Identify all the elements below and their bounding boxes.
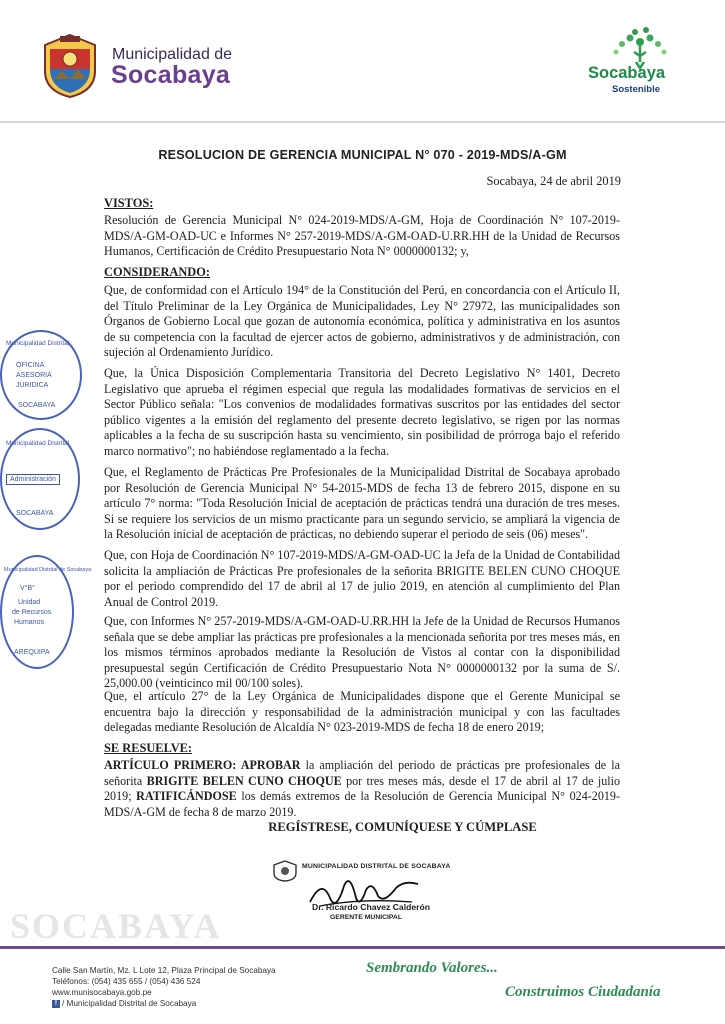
- stamp-text: Administración: [6, 474, 60, 485]
- legal-office-stamp: [0, 330, 82, 420]
- considerando-paragraph-6: Que, el artículo 27° de la Ley Orgánica de Municipalidades dispone que el Gerente Municipal se encuentra bajo la dirección y responsabilidad de la administración municipal y con las facultades delegadas mediante Resolución de Alcaldía N° 023-2019-MDS de fecha 18 de enero 2019;: [104, 689, 620, 734]
- document-title: RESOLUCION DE GERENCIA MUNICIPAL N° 070 - 2019-MDS/A-GM: [158, 148, 567, 162]
- stamp-text: AREQUIPA: [14, 649, 50, 656]
- stamp-text: Humanos: [14, 619, 44, 626]
- vistos-paragraph: Resolución de Gerencia Municipal N° 024-2019-MDS/A-GM, Hoja de Coordinación N° 107-2019-MDS/A-GM-OAD-UC e Informes N° 257-2019-MDS/A-GM-OAD-U.RR.HH de la Unidad de Recursos Humanos, Certificación de Crédito Presupuestario Nota N° 0000000132; y,: [104, 213, 620, 258]
- signature-institution: MUNICIPALIDAD DISTRITAL DE SOCABAYA: [302, 863, 451, 870]
- stamp-text: Municipalidad Distrital: [6, 440, 70, 447]
- footer-website: www.munisocabaya.gob.pe: [52, 988, 152, 997]
- footer-contact: [52, 965, 276, 1009]
- stamp-text: Municipalidad Distrital: [6, 340, 70, 347]
- intern-name: BRIGITE BELEN CUNO CHOQUE: [146, 773, 342, 788]
- closing-formula: REGÍSTRESE, COMUNÍQUESE Y CÚMPLASE: [268, 820, 537, 834]
- signature-seal-icon: [272, 860, 298, 882]
- stamp-text: V°B°: [20, 585, 35, 592]
- stamp-text: ASESORIA: [16, 372, 52, 379]
- footer-slogan-1: Sembrando Valores...: [366, 960, 498, 976]
- considerando-paragraph-2: Que, la Única Disposición Complementaria Transitoria del Decreto Legislativo N° 1401, Decreto Legislativo que aprueba el régimen especial que regula las modalidades formativas de servicios en el Sector Público señala: "Los convenios de modalidades formativas suscritos por las entidades del sector público vigentes a la emisión del reglamento del presente decreto legislativo, se rigen por las normas aplicables a la fecha de su suscripción hasta su vencimiento, sin posibilidad de prórroga bajo el referido marco normativo"; no habiéndose reglamentado a la fecha.: [104, 366, 620, 458]
- footer-divider: [0, 946, 725, 949]
- socabaya-watermark: SOCABAYA: [10, 906, 222, 946]
- header-divider: [0, 121, 725, 123]
- stamp-text: SOCABAYA: [18, 402, 56, 409]
- stamp-text: Municipalidad Distrital de Socabaya: [4, 567, 92, 573]
- signatory-name: Dr. Ricardo Chavez Calderón: [312, 902, 430, 912]
- footer-address: Calle San Martín, Mz. L Lote 12, Plaza Principal de Socabaya: [52, 966, 276, 975]
- considerando-paragraph-4: Que, con Hoja de Coordinación N° 107-2019-MDS/A-GM-OAD-UC la Jefa de la Unidad de Contabilidad solicita la ampliación de Prácticas Pre profesionales de la señorita BRIGITE BELEN CUNO CHOQUE por el periodo comprendido del 17 de abril al 17 de julio 2019, en atención al cumplimiento del Plan Anual de Control 2019.: [104, 548, 620, 609]
- article-first-label: ARTÍCULO PRIMERO: APROBAR: [104, 758, 301, 772]
- footer-facebook-text: / Municipalidad Distrital de Socabaya: [62, 999, 197, 1008]
- stamp-text: OFICINA: [16, 362, 45, 369]
- article-first-text-b: por tres meses más, desde el 17 de abril al 17 de julio 2019;: [104, 773, 621, 803]
- stamp-text: de Recursos: [12, 609, 52, 616]
- municipality-name-label: Municipalidad de: [112, 46, 233, 63]
- stamp-text: SOCABAYA: [16, 510, 54, 517]
- article-first-paragraph: [104, 758, 620, 820]
- article-first-text-c: los demás extremos de la Resolución de Gerencia Municipal N° 024-2019-MDS/A-GM de fecha 8 de marzo 2019.: [104, 789, 620, 819]
- municipality-name-title: Socabaya: [111, 61, 231, 89]
- considerando-paragraph-3: Que, el Reglamento de Prácticas Pre Profesionales de la Municipalidad Distrital de Socabaya aprobado por Resolución de Gerencia Municipal N° 54-2015-MDS de fecha 13 de febrero 2015, dispone en su artículo 7° norma: "Toda Resolución Inicial de aceptación de prácticas tendrá una duración de tres meses. Si se requiere los servicios de un mismo practicante para un segundo servicio, se ampliará la vigencia de la Resolución inicial de aceptación de prácticas, no debiendo superar el periodo de seis (06) meses".: [104, 465, 620, 541]
- footer-phones: Teléfonos: (054) 435 655 / (054) 436 524: [52, 977, 201, 986]
- considerando-heading: CONSIDERANDO:: [104, 265, 211, 279]
- human-resources-stamp: [0, 555, 92, 669]
- ratification-label: RATIFICÁNDOSE: [136, 789, 237, 803]
- document-date: Socabaya, 24 de abril 2019: [486, 174, 621, 188]
- stamp-text: Unidad: [18, 599, 41, 606]
- sostenible-logo-subtitle: Sostenible: [612, 84, 661, 95]
- administration-stamp: [0, 428, 80, 530]
- facebook-icon: f: [52, 1000, 60, 1008]
- vistos-heading: VISTOS:: [104, 196, 154, 210]
- footer-slogan-2: Construimos Ciudadanía: [505, 984, 661, 1000]
- resuelve-heading: SE RESUELVE:: [104, 741, 193, 755]
- sostenible-logo-word: Socabaya: [588, 64, 666, 82]
- municipality-crest-logo: [40, 33, 100, 99]
- stamp-text: JURIDICA: [16, 382, 49, 389]
- considerando-paragraph-5: Que, con Informes N° 257-2019-MDS/A-GM-OAD-U.RR.HH la Jefe de la Unidad de Recursos Humanos señala que se debe ampliar las prácticas pre profesionales a la mencionada señorita por tres meses más, en los mismos términos aprobados mediante la Resolución de Vistos al contar con la disponibilidad presupuestal según Certificación de Crédito Presupuestario Nota N° 0000000132 por la suma de S/. 25,000.00 (veinticinco mil 00/100 soles).: [104, 614, 620, 690]
- article-first-text-a: la ampliación del periodo de prácticas pre profesionales de la señorita: [104, 758, 620, 788]
- signatory-role: GERENTE MUNICIPAL: [330, 914, 402, 921]
- considerando-paragraph-1: Que, de conformidad con el Artículo 194° de la Constitución del Perú, en concordancia con el Artículo II, del Título Preliminar de la Ley Orgánica de Municipalidades, Ley N° 27972, las municipalidades son Órganos de Gobierno Local que gozan de autonomía económica, política y administrativa en los asuntos de su competencia con la facultad de ejercer actos de gobierno, administrativos y de administración, con sujeción al Ordenamiento Jurídico.: [104, 283, 620, 359]
- footer-facebook: [52, 998, 276, 1009]
